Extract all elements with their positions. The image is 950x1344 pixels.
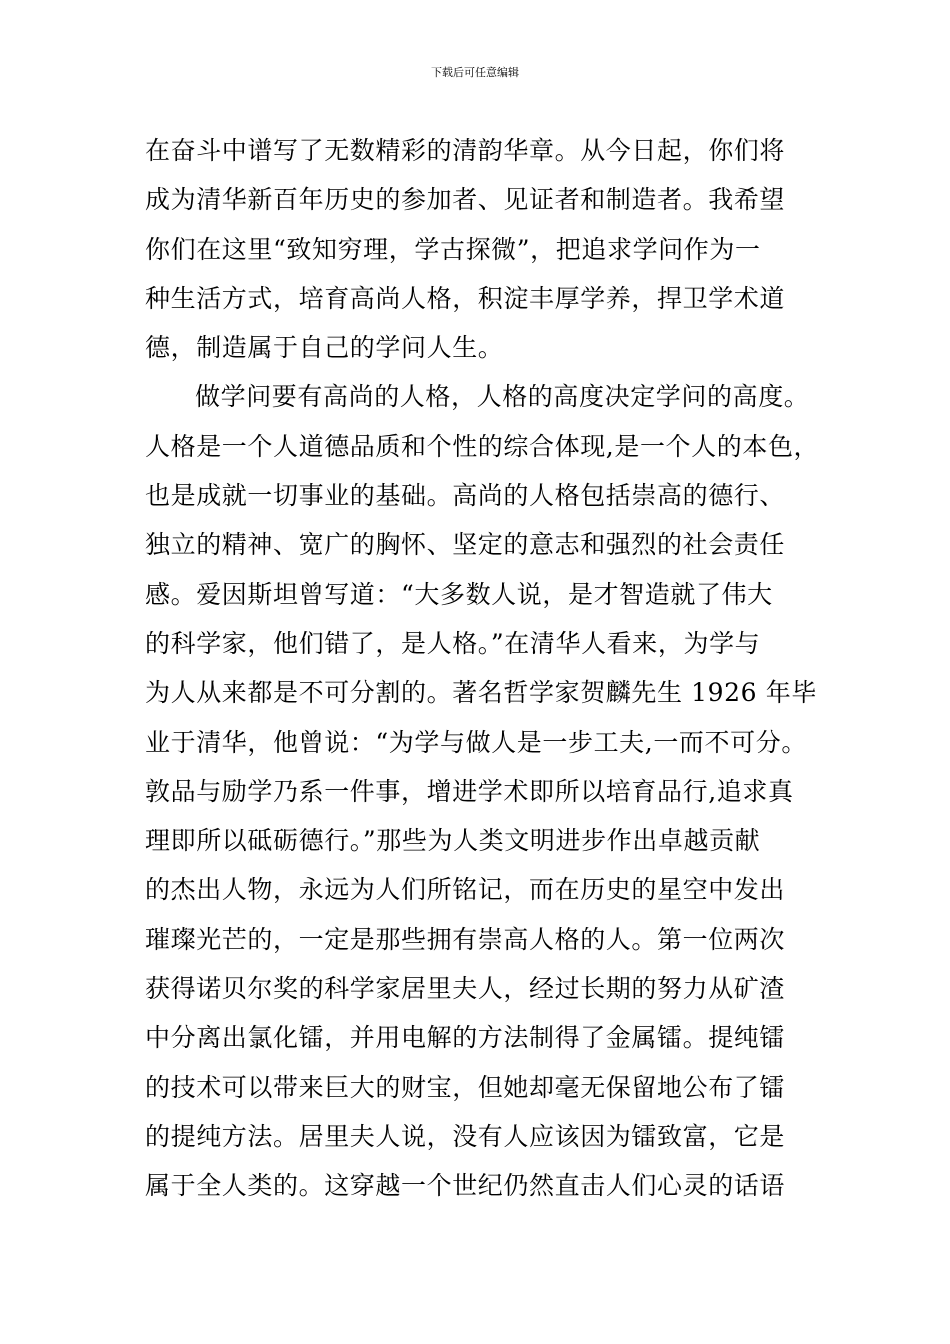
paragraph <box>145 126 825 372</box>
text-line: 你们在这里“致知穷理，学古探微”，把追求学问作为一 <box>145 234 761 264</box>
text-line: 人格是一个人道德品质和个性的综合体现,是一个人的本色， <box>145 431 820 461</box>
text-line: 的技术可以带来巨大的财宝，但她却毫无保留地公布了镭 <box>145 1072 786 1102</box>
page-header: 下载后可任意编辑 <box>431 66 519 79</box>
text-line: 获得诺贝尔奖的科学家居里夫人，经过长期的努力从矿渣 <box>145 974 786 1004</box>
text-line: 的科学家，他们错了，是人格。”在清华人看来，为学与 <box>145 628 761 658</box>
text-line: 感。爱因斯坦曾写道：“大多数人说，是才智造就了伟大 <box>145 579 773 609</box>
text-line: 为人从来都是不可分割的。著名哲学家贺麟先生 1926 年毕 <box>145 678 817 708</box>
text-line: 业于清华，他曾说：“为学与做人是一步工夫,一而不可分。 <box>145 727 807 757</box>
text-line: 属于全人类的。这穿越一个世纪仍然直击人们心灵的话语 <box>145 1171 786 1201</box>
text-line: 的提纯方法。居里夫人说，没有人应该因为镭致富，它是 <box>145 1121 786 1151</box>
text-line: 种生活方式，培育高尚人格，积淀丰厚学养，捍卫学术道 <box>145 283 786 313</box>
paragraph <box>145 372 825 1210</box>
text-line: 中分离出氯化镭，并用电解的方法制得了金属镭。提纯镭 <box>145 1023 786 1053</box>
document-body <box>145 126 825 1211</box>
text-line: 的杰出人物，永远为人们所铭记，而在历史的星空中发出 <box>145 875 786 905</box>
text-line: 做学问要有高尚的人格，人格的高度决定学问的高度。 <box>195 382 810 412</box>
text-line: 璀璨光芒的，一定是那些拥有崇高人格的人。第一位两次 <box>145 924 786 954</box>
text-line: 独立的精神、宽广的胸怀、坚定的意志和强烈的社会责任 <box>145 530 786 560</box>
text-line: 敦品与励学乃系一件事，增进学术即所以培育品行,追求真 <box>145 776 794 806</box>
text-line: 德，制造属于自己的学问人生。 <box>145 333 504 363</box>
text-line: 在奋斗中谱写了无数精彩的清韵华章。从今日起，你们将 <box>145 136 786 165</box>
text-line: 也是成就一切事业的基础。高尚的人格包括崇高的德行、 <box>145 481 786 511</box>
text-line: 理即所以砥砺德行。”那些为人类文明进步作出卓越贡献 <box>145 826 761 856</box>
text-line: 成为清华新百年历史的参加者、见证者和制造者。我希望 <box>145 185 786 215</box>
